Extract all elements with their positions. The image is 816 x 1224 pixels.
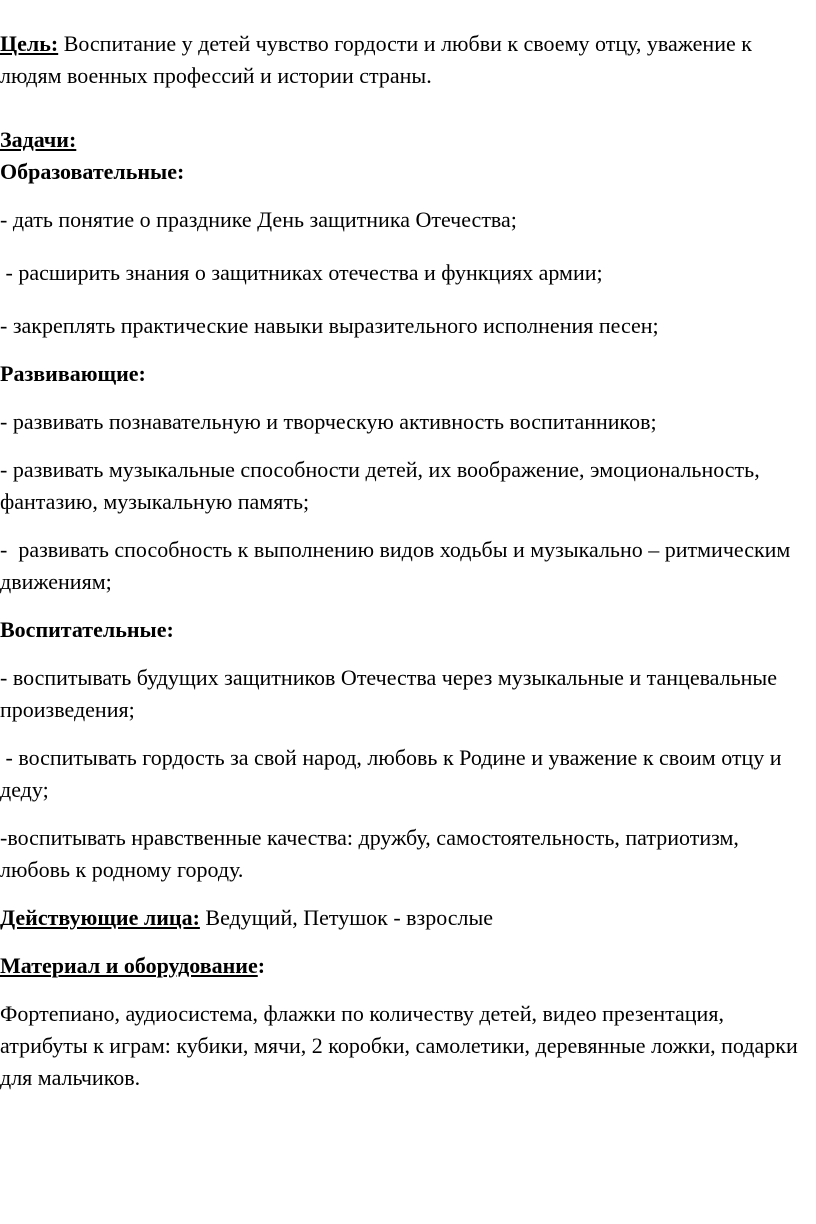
goal-text: Воспитание у детей чувство гордости и любви к своему отцу, уважение к людям военных профессий и истории страны. — [0, 31, 752, 88]
tasks-heading: Задачи: — [0, 127, 77, 152]
equipment-text: Фортепиано, аудиосистема, флажки по количеству детей, видео презентация, атрибуты к играм: кубики, мячи, 2 коробки, самолетики, деревянные ложки, подарки для мальчиков. — [0, 1001, 798, 1090]
characters-label: Действующие лица: — [0, 905, 200, 930]
upbringing-item: -воспитывать нравственные качества: дружбу, самостоятельность, патриотизм, любовь к родному городу. — [0, 825, 739, 882]
document-page — [0, 28, 812, 1094]
educational-item: - дать понятие о празднике День защитника Отечества; — [0, 207, 517, 232]
characters-text: Ведущий, Петушок - взрослые — [199, 905, 494, 930]
equipment-colon: : — [257, 953, 266, 978]
equipment-heading — [0, 950, 812, 982]
characters-paragraph — [0, 902, 812, 934]
developmental-item: - развивать музыкальные способности детей, их воображение, эмоциональность, фантазию, музыкальную память; — [0, 457, 760, 514]
upbringing-item: - воспитывать гордость за свой народ, любовь к Родине и уважение к своим отцу и деду; — [0, 745, 788, 802]
educational-heading: Образовательные: — [0, 159, 185, 184]
developmental-item: - развивать способность к выполнению видов ходьбы и музыкально – ритмическим движениям; — [0, 537, 796, 594]
goal-paragraph — [0, 28, 812, 92]
equipment-label: Материал и оборудование — [0, 953, 258, 978]
developmental-heading: Развивающие: — [0, 361, 146, 386]
educational-item: - расширить знания о защитниках отечества и функциях армии; — [0, 260, 603, 285]
educational-item: - закреплять практические навыки выразительного исполнения песен; — [0, 313, 659, 338]
upbringing-item: - воспитывать будущих защитников Отечества через музыкальные и танцевальные произведения; — [0, 665, 777, 722]
goal-label: Цель: — [0, 31, 59, 56]
developmental-item: - развивать познавательную и творческую активность воспитанников; — [0, 409, 657, 434]
upbringing-heading: Воспитательные: — [0, 617, 174, 642]
